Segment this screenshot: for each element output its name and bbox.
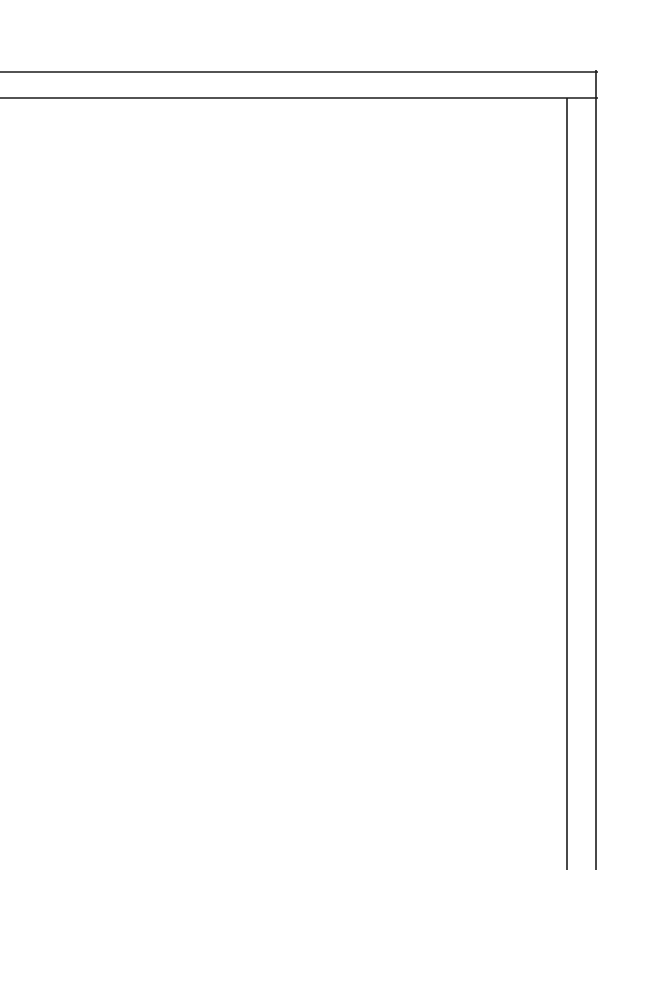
ornament-border-top (0, 70, 598, 100)
ornament-border-right (565, 70, 598, 870)
